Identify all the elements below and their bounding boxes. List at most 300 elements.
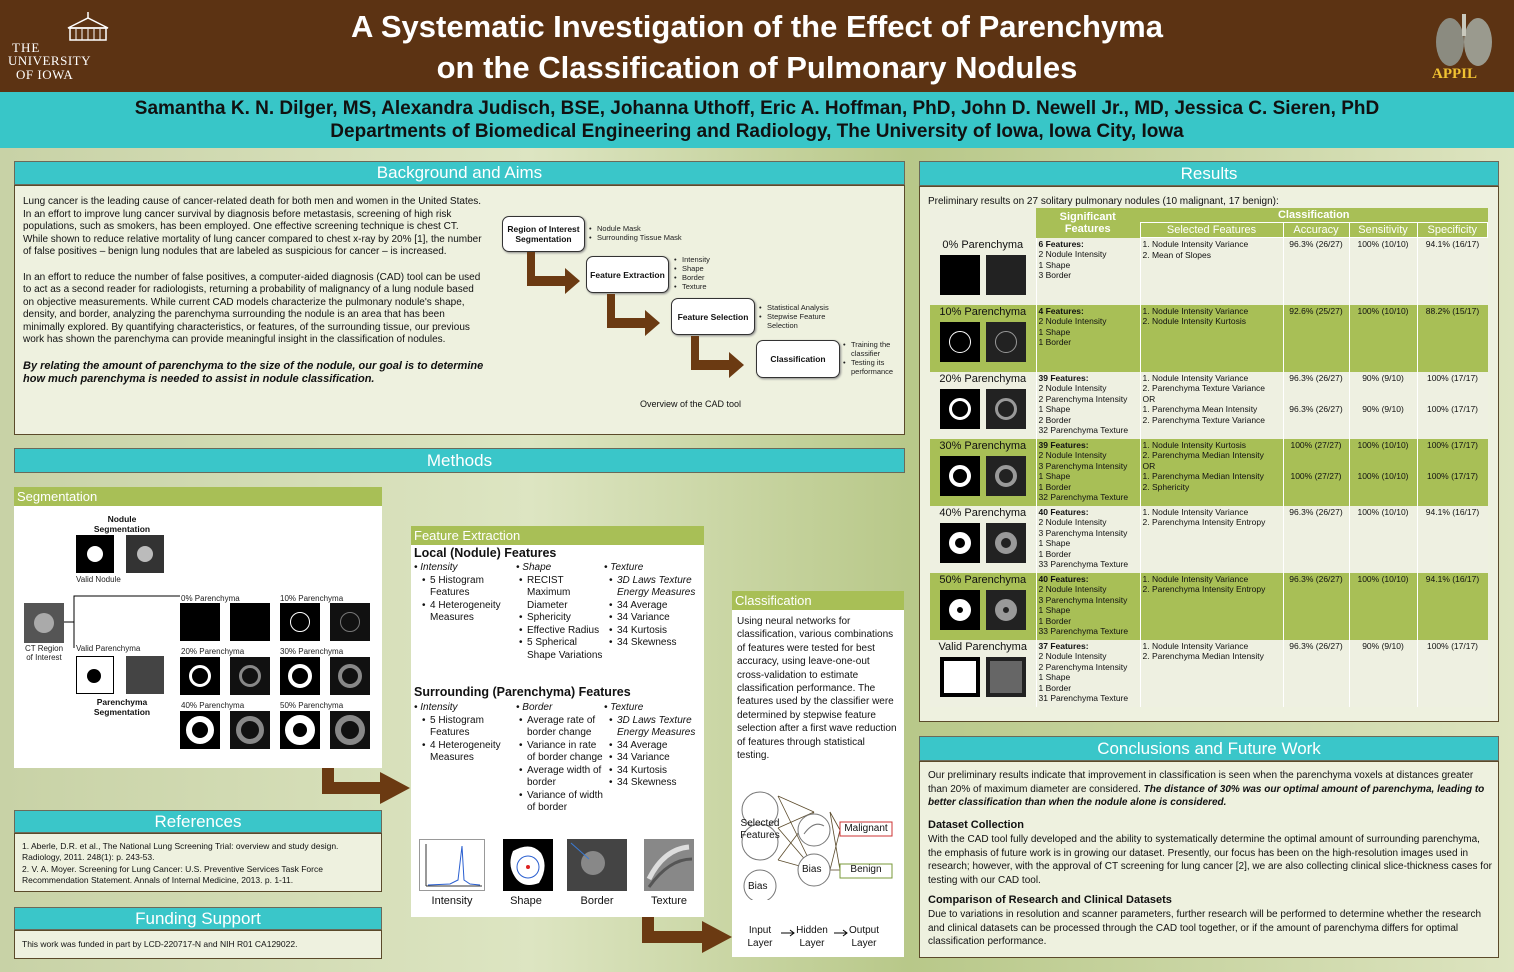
acc-cell-line: 96.3% (26/27) (1289, 640, 1343, 651)
logo-line-1: THE (12, 40, 41, 55)
sig-cell-line: 2 Border (1038, 414, 1072, 425)
background-p2: In an effort to reduce the number of false positives, a computer-aided diagnosis (CAD) tool can be used to act as a second reader for radiologists, returning a probability of malignancy of a lung nodule based on objective measurements. While current CAD models characterize the pulmonary nodule's shape, density, and border, analyzing the parenchyma surrounding the nodule is an area that has been minimally explored. By quantifying characteristics, or features, of the surrounding tissue, our previous work has shown the parenchyma can provide meaningful insight in the classification of nodules. (23, 271, 481, 345)
sig-cell-line: 33 Parenchyma Texture (1038, 626, 1129, 636)
sen-cell-line: 100% (10/10) (1357, 439, 1409, 450)
references-heading: References (14, 810, 382, 833)
references-panel (14, 833, 382, 892)
row-label-cell (930, 506, 1036, 573)
flow-items-fe (674, 255, 710, 291)
row-images (932, 255, 1034, 295)
reference-1: 1. Aberle, D.R. et al., The National Lung Screening Trial: overview and study design. Radiology, 2011. 248(1): p. 243-53. (22, 841, 339, 862)
row-label-cell (930, 305, 1036, 372)
poster-title (260, 6, 1254, 88)
layer-input: Input Layer (747, 925, 773, 949)
classification-text: Using neural networks for classification, various combinations of features were tested for best accuracy, using leave-one-out cross-validation to estimate classification performance. The features used by the classifier were determined by stepwise feature selection after a first wave reduction of features through statistical testing. (737, 616, 897, 762)
col-head-text: Texture (610, 562, 644, 573)
ct-roi-image (24, 603, 64, 643)
sel-cell-line: 1. Nodule Intensity Variance (1142, 506, 1249, 517)
p20-ct (230, 657, 270, 695)
acc-cell (1283, 372, 1349, 439)
nn-benign: Benign (850, 864, 882, 875)
feature-item: • 34 Variance (609, 612, 702, 625)
conclusions-h3: Comparison of Research and Clinical Datasets (928, 894, 1172, 906)
valid-par-label: Valid Parenchyma (76, 644, 141, 653)
sig-cell (1036, 506, 1140, 573)
row-image (940, 456, 980, 496)
sel-cell-line: 2. Parenchyma Intensity Entropy (1142, 584, 1266, 594)
flow-arrow-3 (689, 336, 749, 378)
appil-logo (1430, 10, 1500, 86)
background-p1: Lung cancer is the leading cause of cancer-related death for both men and women in the United States. In an effort to improve lung cancer survival by diagnosis before metastasis, screening of high risk populations, such as smokers, has been employed. One effective screening technique is chest CT. While shown to reduce relative mortality of lung cancer compared to chest x-ray by 20% [1], the number of false positives – benign lung nodules that are labeled as suspicious for cancer – is increased. (23, 196, 482, 257)
p40-mask (180, 711, 220, 749)
background-goal: By relating the amount of parenchyma to the size of the nodule, our goal is to determine how much parenchyma is needed to assist in nodule classification. (23, 359, 484, 385)
seg-bracket (64, 591, 180, 681)
sel-cell-line: 2. Parenchyma Median Intensity (1142, 651, 1264, 661)
title-line-1: A Systematic Investigation of the Effect of Parenchyma (351, 9, 1163, 44)
local-texture-col (604, 562, 702, 650)
flow-box-roi: Region of Interest Segmentation (502, 216, 585, 252)
spe-cell-line: 88.2% (15/17) (1425, 305, 1480, 316)
row-image (986, 322, 1026, 362)
row-label: 0% Parenchyma (942, 238, 1024, 251)
flow-box-feature-extraction: Feature Extraction (586, 256, 669, 293)
feature-item: • 4 Heterogeneity Measures (422, 600, 514, 625)
row-image (986, 523, 1026, 563)
header (0, 0, 1514, 92)
result-row (930, 573, 1488, 640)
classification-heading: Classification (732, 591, 904, 610)
nn-bias-hidden: Bias (802, 864, 822, 875)
row-label-cell (930, 573, 1036, 640)
methods-heading: Methods (14, 448, 905, 473)
acc-cell-line: 96.3% (26/27) (1289, 372, 1343, 383)
ct-roi-label: CT Region of Interest (24, 644, 64, 662)
row-label-cell (930, 439, 1036, 506)
row-image (940, 590, 980, 630)
p0-label: 0% Parenchyma (181, 594, 240, 603)
feature-to-class-arrow (642, 917, 734, 957)
nn-selected-features: Selected Features (740, 818, 780, 841)
row-image (940, 389, 980, 429)
sur-border-col (516, 702, 606, 815)
flow-item: • Texture (674, 282, 710, 291)
sig-cell-line: 37 Features: (1038, 640, 1089, 651)
flow-caption: Overview of the CAD tool (640, 399, 742, 409)
p50-label: 50% Parenchyma (280, 701, 344, 710)
sel-cell-line: 2. Mean of Slopes (1142, 249, 1212, 260)
acc-cell-line: 100% (27/27) (1290, 439, 1342, 450)
funding-heading: Funding Support (14, 907, 382, 930)
conclusions-heading: Conclusions and Future Work (919, 736, 1499, 761)
p30-ct (330, 657, 370, 695)
segmentation-heading: Segmentation (14, 487, 382, 506)
sig-cell (1036, 305, 1140, 372)
sig-cell-line: 39 Features: (1038, 372, 1089, 383)
local-intensity-list (422, 575, 514, 625)
sen-cell (1349, 439, 1417, 506)
background-heading: Background and Aims (14, 161, 905, 185)
shape-image (503, 839, 553, 891)
img-label-shape: Shape (510, 895, 542, 907)
result-row (930, 238, 1488, 305)
p0-ct (230, 603, 270, 641)
result-row (930, 640, 1488, 707)
logo-line-2: UNIVERSITY (8, 53, 91, 68)
row-image (986, 255, 1026, 295)
row-image (940, 322, 980, 362)
sel-cell-line: 2. Parenchyma Median Intensity (1142, 450, 1264, 460)
col-head-text: Intensity (420, 702, 458, 713)
sig-cell-line: 3 Parenchyma Intensity (1038, 460, 1128, 471)
flow-item: • Shape (674, 264, 710, 273)
author-band (0, 92, 1514, 148)
flow-item: • Testing its performance (843, 358, 899, 376)
p40-label: 40% Parenchyma (181, 701, 245, 710)
sig-cell-line: 1 Shape (1038, 404, 1071, 414)
sen-cell-line: 90% (9/10) (1362, 640, 1404, 651)
row-label: 10% Parenchyma (939, 305, 1027, 318)
sig-cell-line: 2 Nodule Intensity (1038, 249, 1107, 259)
sel-cell-line: 2. Parenchyma Intensity Entropy (1142, 517, 1266, 527)
feature-item: • 34 Kurtosis (609, 625, 702, 638)
sel-cell-line: 2. Nodule Intensity Kurtosis (1142, 316, 1246, 326)
sen-cell (1349, 640, 1417, 707)
acc-cell (1283, 439, 1349, 506)
sig-cell-line: 1 Border (1038, 337, 1072, 347)
sen-cell (1349, 573, 1417, 640)
funding-text: This work was funded in part by LCD-220717-N and NIH R01 CA129022. (22, 939, 298, 949)
sig-cell (1036, 238, 1140, 305)
img-label-border: Border (580, 895, 614, 907)
flow-item: • Stepwise Feature Selection (759, 312, 839, 330)
valid-nodule-label: Valid Nodule (76, 575, 121, 584)
sig-cell-line: 1 Shape (1038, 471, 1071, 481)
row-image (986, 456, 1026, 496)
sel-cell-line: 1. Parenchyma Mean Intensity (1142, 404, 1258, 414)
authors: Samantha K. N. Dilger, MS, Alexandra Judisch, BSE, Johanna Uthoff, Eric A. Hoffman, PhD, John D. Newell Jr., MD, Jessica C. Sieren, PhD (134, 98, 1380, 119)
sig-cell-line: 32 Parenchyma Texture (1038, 492, 1129, 502)
sel-cell-line: 2. Parenchyma Texture Variance (1142, 383, 1266, 393)
p20-label: 20% Parenchyma (181, 647, 245, 656)
sig-cell-line: 2 Nodule Intensity (1038, 450, 1107, 460)
sel-cell-line: 1. Nodule Intensity Variance (1142, 372, 1249, 383)
results-table (930, 208, 1488, 707)
result-row (930, 305, 1488, 372)
feature-item: • 5 Histogram Features (422, 575, 514, 600)
col-classification: Classification (1277, 209, 1350, 221)
sen-cell-line: 90% (9/10) (1362, 404, 1404, 414)
col-accuracy: Accuracy (1283, 223, 1349, 238)
spe-cell (1417, 238, 1488, 305)
spe-cell (1417, 506, 1488, 573)
col-head-text: Texture (610, 702, 644, 713)
col-significant: Significant Features (1059, 210, 1116, 235)
feature-item: • 34 Variance (609, 752, 702, 765)
row-label: 50% Parenchyma (939, 573, 1027, 586)
sig-cell-line: 2 Nodule Intensity (1038, 651, 1107, 661)
local-shape-list (519, 575, 608, 663)
feature-item: • Average width of border (519, 765, 606, 790)
sen-cell (1349, 372, 1417, 439)
feature-item: • 34 Skewness (609, 637, 702, 650)
nodule-seg-label: Nodule Segmentation (93, 514, 151, 534)
row-image (940, 523, 980, 563)
spe-cell (1417, 305, 1488, 372)
row-images (932, 389, 1034, 429)
spe-cell-line: 100% (17/17) (1426, 439, 1479, 450)
sig-cell-line: 1 Border (1038, 481, 1072, 492)
sig-cell-line: 1 Border (1038, 615, 1072, 626)
sen-cell-line: 100% (10/10) (1357, 305, 1409, 316)
results-table-wrap (930, 208, 1488, 707)
acc-cell-line: 96.3% (26/27) (1289, 506, 1343, 517)
spe-cell-line: 94.1% (16/17) (1425, 573, 1480, 584)
sig-cell-line: 3 Parenchyma Intensity (1038, 527, 1128, 538)
row-label-cell (930, 640, 1036, 707)
acc-cell-line: 96.3% (26/27) (1289, 404, 1343, 414)
row-label: 20% Parenchyma (939, 372, 1027, 385)
background-panel (14, 185, 905, 435)
sel-cell (1140, 573, 1283, 640)
conclusions-panel (919, 761, 1499, 958)
row-label: 40% Parenchyma (939, 506, 1027, 519)
col-specificity: Specificity (1417, 223, 1488, 238)
sur-border-list (519, 715, 606, 815)
sel-cell-line: 1. Nodule Intensity Variance (1142, 640, 1249, 651)
row-images (932, 523, 1034, 563)
feature-item: • 3D Laws Texture Energy Measures (609, 575, 702, 600)
sel-cell-line: 2. Sphericity (1142, 481, 1190, 492)
histogram-image (419, 839, 485, 891)
feature-item: • 34 Average (609, 600, 702, 613)
sen-cell-line: 100% (10/10) (1357, 506, 1409, 517)
acc-cell-line: 96.3% (26/27) (1289, 239, 1343, 249)
flow-item: • Training the classifier (843, 340, 899, 358)
sig-cell-line: 2 Parenchyma Intensity (1038, 393, 1128, 404)
university-logo (8, 12, 112, 82)
feature-extraction-panel (411, 545, 704, 917)
feature-item: • Average rate of border change (519, 715, 606, 740)
img-label-texture: Texture (650, 895, 688, 907)
spe-cell-line: 100% (17/17) (1426, 404, 1479, 414)
segmentation-panel (14, 506, 382, 768)
col-head-text: Shape (522, 562, 552, 573)
sur-texture-list (609, 715, 702, 790)
p30-label: 30% Parenchyma (280, 647, 344, 656)
sig-cell (1036, 372, 1140, 439)
p40-ct (230, 711, 270, 749)
sel-cell-line: 1. Nodule Intensity Variance (1142, 239, 1249, 249)
p0-mask (180, 603, 220, 641)
sig-cell-line: 1 Shape (1038, 605, 1071, 615)
acc-cell (1283, 238, 1349, 305)
row-images (932, 322, 1034, 362)
sig-cell (1036, 439, 1140, 506)
flow-arrow-2 (605, 294, 665, 336)
acc-cell (1283, 640, 1349, 707)
local-col-head: • Shape (516, 562, 552, 573)
feature-item: • Effective Radius (519, 625, 608, 638)
sel-cell (1140, 238, 1283, 305)
background-text (23, 196, 485, 387)
flow-items-fs (759, 303, 839, 330)
sig-cell-line: 3 Parenchyma Intensity (1038, 594, 1128, 605)
feature-item: • Variance in rate of border change (519, 740, 606, 765)
feature-item: • 5 Histogram Features (422, 715, 514, 740)
result-row (930, 439, 1488, 506)
feature-extraction-heading: Feature Extraction (411, 526, 704, 545)
sig-cell-line: 39 Features: (1038, 439, 1089, 450)
sen-cell (1349, 238, 1417, 305)
conclusions-p2: With the CAD tool fully developed and the ability to systematically determine the optimal amount of surrounding parenchyma, the emphasis of future work is in growing our dataset. Presently, our focus has been on the high-resolution images used in research; however, with the approval of CT screening for lung cancer [2], we are also collecting clinical slice-thickness cases for testing with our CAD tool. (928, 834, 1492, 886)
layer-arrows (776, 928, 896, 938)
p10-mask (280, 603, 320, 641)
sel-cell (1140, 640, 1283, 707)
row-image (986, 389, 1026, 429)
conclusions-p1b: The distance of 30% was our optimal amount of parenchyma, leading to better classification than when the nodule alone is considered. (928, 783, 1485, 808)
sen-cell-line: 90% (9/10) (1362, 372, 1404, 383)
sig-cell (1036, 573, 1140, 640)
flow-item: • Statistical Analysis (759, 303, 839, 312)
sig-cell-line: 40 Features: (1038, 573, 1089, 584)
reference-2: 2. V. A. Moyer. Screening for Lung Cancer: U.S. Preventive Services Task Force Recommendation Statement. Annals of Internal Medicine, 2013. p. 1-11. (22, 864, 323, 885)
sur-intensity-col (414, 702, 514, 765)
feature-item: • 3D Laws Texture Energy Measures (609, 715, 702, 740)
acc-cell-line: 92.6% (25/27) (1289, 305, 1343, 316)
layer-hidden: Hidden Layer (796, 925, 828, 949)
conclusions-p1a: Our preliminary results indicate that improvement in classification is seen when the parenchyma voxels at distances greater than 20% of maximum diameter are considered. (928, 770, 1474, 795)
p10-ct (330, 603, 370, 641)
local-col-head: • Texture (604, 562, 644, 573)
local-features-heading: Local (Nodule) Features (414, 546, 557, 560)
classification-panel (732, 610, 904, 957)
sel-cell-line: 1. Nodule Intensity Variance (1142, 305, 1249, 316)
feature-item: • 34 Skewness (609, 777, 702, 790)
sig-cell-line: 2 Nodule Intensity (1038, 383, 1107, 393)
sel-cell-line: 1. Nodule Intensity Variance (1142, 573, 1249, 584)
img-label-intensity: Intensity (431, 895, 473, 907)
nn-bias-input: Bias (748, 881, 768, 892)
sen-cell-line: 100% (10/10) (1357, 471, 1409, 481)
feature-item: • Variance of width of border (519, 790, 606, 815)
local-intensity-col (414, 562, 514, 625)
feature-item: • RECIST Maximum Diameter (519, 575, 608, 613)
seg-to-feature-arrow (322, 768, 412, 808)
sur-intensity-list (422, 715, 514, 765)
local-texture-list (609, 575, 702, 650)
row-image (940, 255, 980, 295)
p50-mask (280, 711, 320, 749)
spe-cell (1417, 372, 1488, 439)
sig-cell-line: 1 Shape (1038, 538, 1071, 548)
row-images (932, 456, 1034, 496)
sig-cell-line: 32 Parenchyma Texture (1038, 425, 1129, 435)
nn-malignant: Malignant (844, 823, 888, 834)
sig-cell (1036, 640, 1140, 707)
blank-header (930, 208, 1036, 238)
results-heading: Results (919, 161, 1499, 186)
row-image (940, 657, 980, 697)
sur-col-head: • Border (516, 702, 553, 713)
conclusions-p3: Due to variations in resolution and scanner parameters, further research will be performed to determine whether the research and clinical datasets can be processed through the CAD tool together, or if the amount of parenchyma differs for optimal classification performance. (928, 909, 1482, 947)
local-shape-col (516, 562, 608, 662)
title-line-2: on the Classification of Pulmonary Nodules (436, 50, 1078, 85)
sen-cell-line: 100% (10/10) (1357, 239, 1409, 249)
sig-cell-line: 1 Shape (1038, 326, 1071, 337)
row-images (932, 590, 1034, 630)
spe-cell-line: 94.1% (16/17) (1425, 239, 1480, 249)
spe-cell-line: 100% (17/17) (1426, 640, 1479, 651)
sel-cell (1140, 506, 1283, 573)
sig-cell-line: 2 Parenchyma Intensity (1038, 661, 1128, 672)
acc-cell-line: 100% (27/27) (1290, 471, 1342, 481)
sig-cell-line: 1 Shape (1038, 259, 1071, 270)
feature-item: • Sphericity (519, 612, 608, 625)
department: Departments of Biomedical Engineering and Radiology, The University of Iowa, Iowa City, Iowa (330, 121, 1184, 142)
sen-cell (1349, 305, 1417, 372)
sel-cell (1140, 372, 1283, 439)
ct-nodule-image (126, 535, 164, 573)
sig-cell-line: 2 Nodule Intensity (1038, 517, 1107, 527)
sig-cell-line: 33 Parenchyma Texture (1038, 559, 1129, 569)
flow-item: • Border (674, 273, 710, 282)
p10-label: 10% Parenchyma (280, 594, 344, 603)
sel-cell (1140, 439, 1283, 506)
flow-item: • Nodule Mask (589, 224, 682, 233)
acc-cell (1283, 305, 1349, 372)
feature-item: • 34 Kurtosis (609, 765, 702, 778)
logo-line-3: OF IOWA (16, 67, 74, 82)
result-row (930, 506, 1488, 573)
flow-arrow-1 (525, 252, 585, 294)
flow-box-classification: Classification (756, 340, 840, 378)
result-row (930, 372, 1488, 439)
sel-cell (1140, 305, 1283, 372)
sur-col-head: • Intensity (414, 702, 458, 713)
row-label: 30% Parenchyma (939, 439, 1027, 452)
row-image (986, 590, 1026, 630)
sel-cell-line: 2. Parenchyma Texture Variance (1142, 414, 1266, 425)
sen-cell (1349, 506, 1417, 573)
results-panel (919, 186, 1499, 722)
sig-cell-line: 40 Features: (1038, 506, 1089, 517)
feature-item: • 5 Spherical Shape Variations (519, 637, 608, 662)
sig-cell-line: 31 Parenchyma Texture (1038, 693, 1129, 703)
p50-ct (330, 711, 370, 749)
acc-cell (1283, 506, 1349, 573)
sur-texture-col (604, 702, 702, 790)
sel-cell-line: 1. Nodule Intensity Kurtosis (1142, 439, 1246, 450)
row-label-cell (930, 238, 1036, 305)
row-images (932, 657, 1034, 697)
conclusions-p1 (928, 769, 1493, 810)
acc-cell-line: 96.3% (26/27) (1289, 573, 1343, 584)
feature-item: • 4 Heterogeneity Measures (422, 740, 514, 765)
flow-box-feature-selection: Feature Selection (671, 298, 755, 335)
par-seg-label: Parenchyma Segmentation (93, 697, 151, 717)
texture-image (644, 839, 694, 891)
sel-cell-line: OR (1142, 460, 1156, 471)
sig-cell-line: 6 Features: (1038, 238, 1084, 249)
surround-features-heading: Surrounding (Parenchyma) Features (414, 685, 631, 699)
spe-cell (1417, 573, 1488, 640)
sig-cell-line: 2 Nodule Intensity (1038, 584, 1107, 594)
sig-cell-line: 3 Border (1038, 270, 1072, 280)
valid-nodule-image (76, 535, 114, 573)
flow-item: • Intensity (674, 255, 710, 264)
col-head-text: Border (522, 702, 553, 713)
spe-cell-line: 100% (17/17) (1426, 372, 1479, 383)
